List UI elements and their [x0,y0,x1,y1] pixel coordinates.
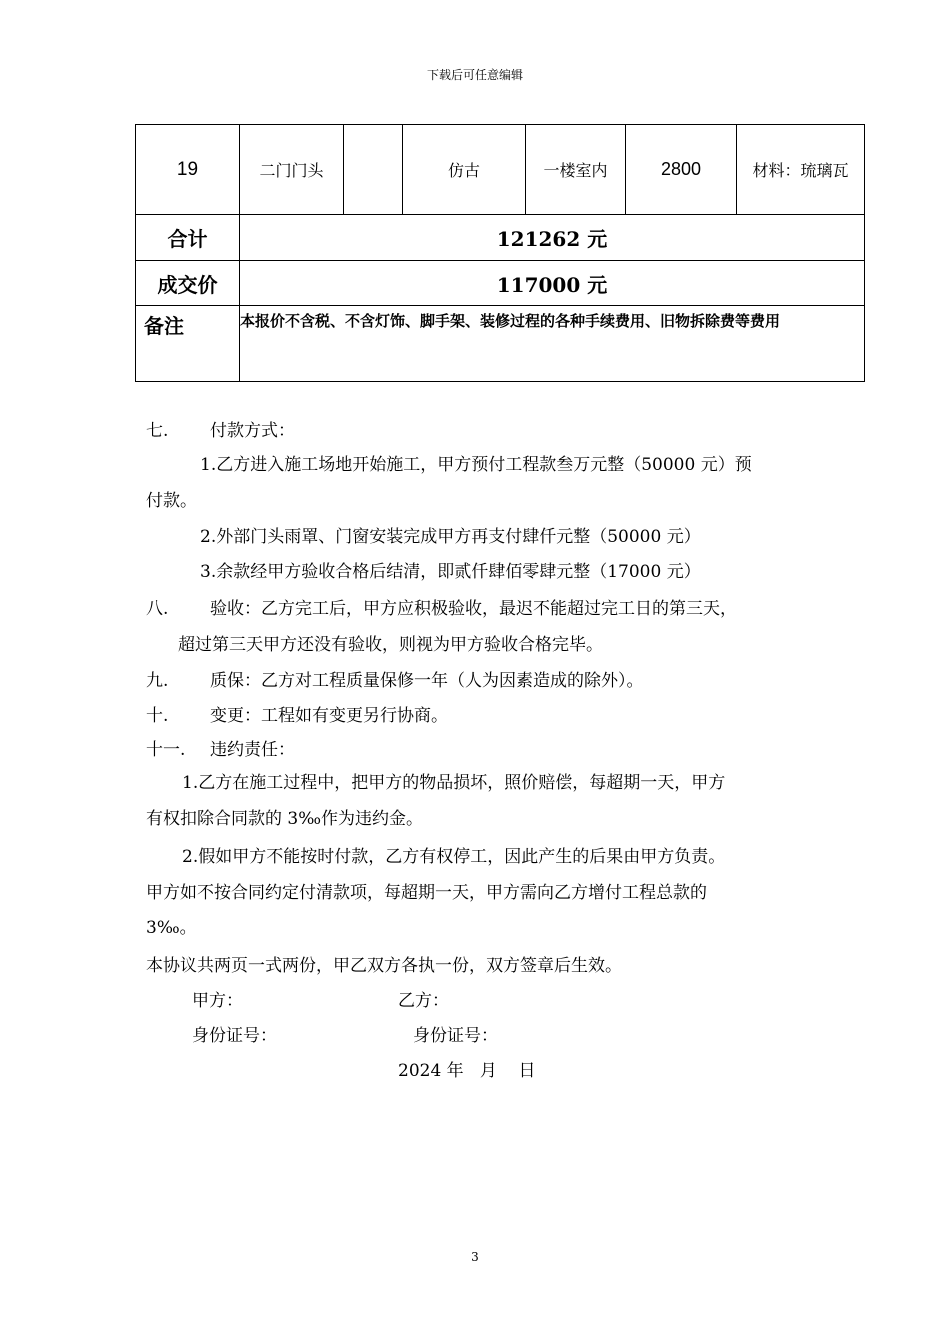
payment-item-2: 2.外部门头雨罩、门窗安装完成甲方再支付肆仟元整（50000 元） [200,527,701,547]
change-number: 十. [146,706,169,726]
quote-table [135,124,865,382]
total-label: 合计 [136,215,240,261]
party-b-label: 乙方： [398,991,449,1011]
remark-label: 备注 [136,306,240,382]
item-blank [344,125,403,215]
item-material: 材料：琉璃瓦 [737,125,865,215]
total-value: 121262 元 [240,215,865,261]
item-style: 仿古 [403,125,526,215]
payment-heading-number: 七. [146,421,169,441]
breach-number: 十一. [146,740,186,760]
warranty-number: 九. [146,671,169,691]
party-a-label: 甲方： [192,991,243,1011]
payment-heading: 付款方式： [210,421,295,441]
breach-item-1-line-2: 有权扣除合同款的 3‰作为违约金。 [146,809,424,829]
table-row [136,125,865,215]
remark-text: 本报价不含税、不含灯饰、脚手架、装修过程的各种手续费用、旧物拆除费等费用 [240,306,865,382]
breach-item-2-line-1: 2.假如甲方不能按时付款，乙方有权停工，因此产生的后果由甲方负责。 [182,847,726,867]
party-a-id-label: 身份证号： [192,1026,277,1046]
item-price: 2800 [626,125,737,215]
item-name: 二门门头 [240,125,344,215]
page-header: 下载后可任意编辑 [426,68,523,82]
remark-row [136,306,865,382]
breach-item-2-line-2: 甲方如不按合同约定付清款项，每超期一天，甲方需向乙方增付工程总款的 [146,883,707,903]
acceptance-line-2: 超过第三天甲方还没有验收，则视为甲方验收合格完毕。 [178,635,603,655]
breach-item-1-line-1: 1.乙方在施工过程中，把甲方的物品损坏，照价赔偿，每超期一天，甲方 [182,773,726,793]
breach-item-2-line-3: 3‰。 [146,918,197,938]
payment-item-1-line-2: 付款。 [146,491,197,511]
signing-date: 2024 年 月 日 [398,1061,536,1081]
acceptance-number: 八. [146,599,169,619]
party-b-id-label: 身份证号： [413,1026,498,1046]
acceptance-line-1: 验收：乙方完工后，甲方应积极验收，最迟不能超过完工日的第三天， [210,599,737,619]
closing-statement: 本协议共两页一式两份，甲乙双方各执一份，双方签章后生效。 [146,956,622,976]
item-location: 一楼室内 [526,125,626,215]
breach-heading: 违约责任： [210,740,295,760]
page-number: 3 [471,1250,479,1264]
total-row [136,215,865,261]
payment-item-1-line-1: 1.乙方进入施工场地开始施工，甲方预付工程款叁万元整（50000 元）预 [200,455,752,475]
deal-row [136,261,865,306]
deal-value: 117000 元 [240,261,865,306]
item-number: 19 [136,125,240,215]
warranty-text: 质保：乙方对工程质量保修一年（人为因素造成的除外）。 [210,671,644,691]
change-text: 变更：工程如有变更另行协商。 [210,706,448,726]
payment-item-3: 3.余款经甲方验收合格后结清，即贰仟肆佰零肆元整（17000 元） [200,562,701,582]
deal-label: 成交价 [136,261,240,306]
